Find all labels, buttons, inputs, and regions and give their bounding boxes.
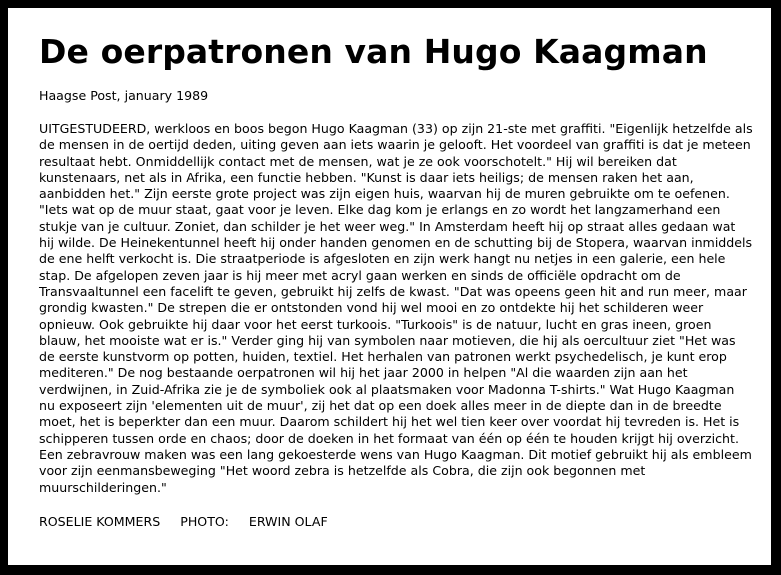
article-credits: ROSELIE KOMMERS PHOTO: ERWIN OLAF xyxy=(39,514,328,529)
article-source: Haagse Post, january 1989 xyxy=(39,88,209,103)
article-page xyxy=(8,8,771,565)
article-title: De oerpatronen van Hugo Kaagman xyxy=(39,32,708,71)
article-body: UITGESTUDEERD, werkloos en boos begon Hugo Kaagman (33) op zijn 21-ste met graffiti. "Eigenlijk hetzelfde als de mensen in de oertijd deden, uiting geven aan iets waarin je gelooft. Het voordeel van graffiti is dat je meteen resultaat hebt. Onmiddellijk contact met de mensen, wat je ze ook voorschotelt." Hij wil bereiken dat kunstenaars, net als in Afrika, een functie hebben. "Kunst is daar iets heiligs; de mensen raken het aan, aanbidden het." Zijn eerste grote project was zijn eigen huis, waarvan hij de muren gebruikte om te oefenen. "Iets wat op de muur staat, gaat voor je leven. Elke dag kom je erlangs en zo wordt het langzamerhand een stukje van je cultuur. Zoniet, dan schilder je het weer weg." In Amsterdam heeft hij op straat alles gedaan wat hij wilde. De Heinekentunnel heeft hij onder handen genomen en de schutting bij de Stopera, waarvan inmiddels de ene helft verkocht is. Die straatperiode is afgesloten en zijn werk hangt nu netjes in een galerie, een hele stap. De afgelopen zeven jaar is hij meer met acryl gaan werken en sinds de officiële opdracht om de Transvaaltunnel een facelift te geven, gebruikt hij zelfs de kwast. "Dat was opeens geen hit and run meer, maar grondig kwasten." De strepen die er ontstonden vond hij wel mooi en zo ontdekte hij het schilderen weer opnieuw. Ook gebruikte hij daar voor het eerst turkoois. "Turkoois" is de natuur, lucht en gras ineen, groen blauw, het mooiste wat er is." Verder ging hij van symbolen naar motieven, die hij als oercultuur ziet "Het was de eerste kunstvorm op potten, huiden, textiel. Het herhalen van patronen werkt psychedelisch, je kunt erop mediteren." De nog bestaande oerpatronen wil hij het jaar 2000 in helpen "Al die waarden zijn aan het verdwijnen, in Zuid-Afrika zie je de symboliek ook al plaatsmaken voor Madonna T-shirts." Wat Hugo Kaagman nu exposeert zijn 'elementen uit de muur', zij het dat op een doek alles meer in de diepte dan in de breedte moet, het is beperkter dan een muur. Daarom schildert hij het wel tien keer over voordat hij tevreden is. Het is schipperen tussen orde en chaos; door de doeken in het formaat van één op één te houden krijgt hij overzicht. Een zebravrouw maken was een lang gekoesterde wens van Hugo Kaagman. Dit motief gebruikt hij als embleem voor zijn eenmansbeweging "Het woord zebra is hetzelfde als Cobra, die zijn ook begonnen met muurschilderingen." xyxy=(39,121,753,495)
